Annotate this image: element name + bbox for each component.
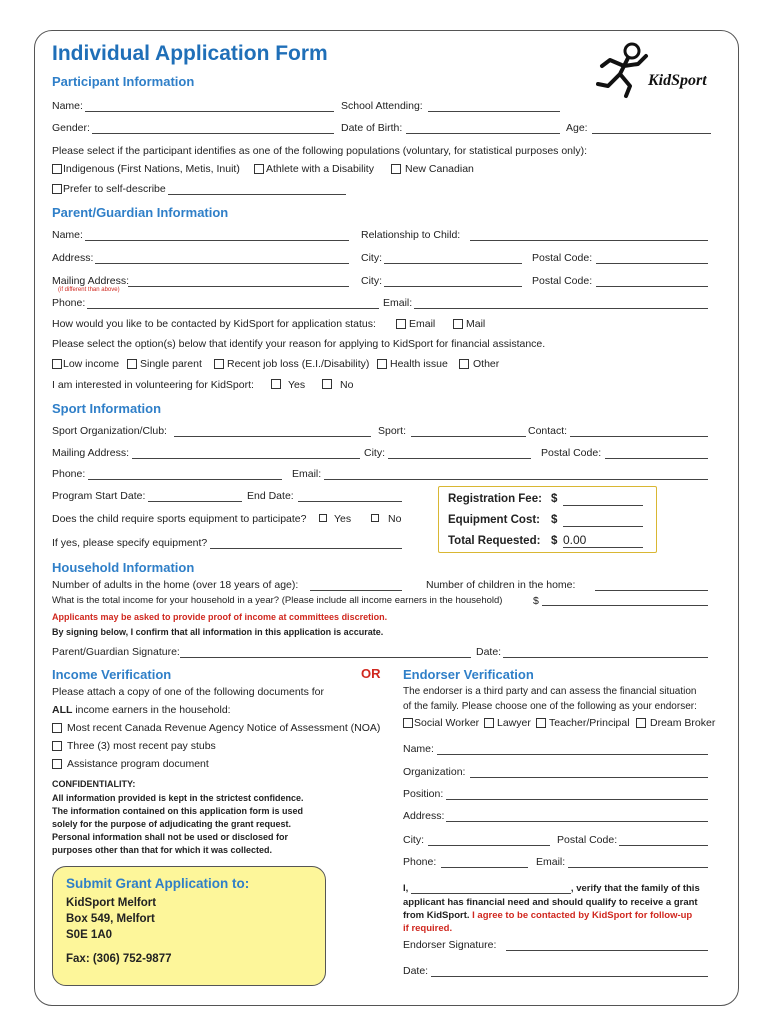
kidsport-logo [580,42,720,102]
end-date-label: End Date: [247,490,294,502]
sport-heading: Sport Information [52,401,162,416]
dream-broker-checkbox[interactable] [636,718,646,728]
confirm-note: By signing below, I confirm that all information in this application is accurate. [52,627,384,637]
verify-line-1 [403,883,700,894]
guardian-signature-label: Parent/Guardian Signature: [52,646,180,658]
end-date-field[interactable] [298,501,402,502]
start-date-label: Program Start Date: [52,490,146,502]
submit-org: KidSport Melfort [66,897,157,909]
submit-heading: Submit Grant Application to: [66,876,250,891]
household-heading: Household Information [52,560,195,575]
endorser-signature-label: Endorser Signature: [403,939,497,951]
sport-phone-label: Phone: [52,468,86,480]
pay-stubs-label: Three (3) most recent pay stubs [67,740,216,752]
endorser-position-label: Position: [403,788,444,800]
start-date-field[interactable] [148,501,242,502]
school-label: School Attending: [341,100,423,112]
endorser-city-label: City: [403,834,424,846]
sport-phone-field[interactable] [88,479,282,480]
endorser-desc-1: The endorser is a third party and can assess the financial situation [403,686,697,697]
guardian-sign-date-field[interactable] [503,657,708,658]
endorser-phone-label: Phone: [403,856,437,868]
equipment-no-label: No [388,513,402,525]
confidentiality-line-4: Personal information shall not be used or disclosed for [52,832,289,842]
endorser-date-field[interactable] [431,976,708,977]
sport-contact-field[interactable] [570,436,708,437]
endorser-email-label: Email: [536,856,566,868]
endorser-address-field[interactable] [446,821,708,822]
sport-postal-field[interactable] [605,458,708,459]
sport-email-field[interactable] [324,479,708,480]
volunteer-prompt: I am interested in volunteering for KidSport: [52,379,254,391]
volunteer-no-label: No [340,379,354,391]
endorser-postal-label: Postal Code: [557,834,618,846]
reg-fee-dollar: $ [551,493,558,505]
athlete-disability-checkbox[interactable] [254,164,264,174]
relationship-label: Relationship to Child: [361,229,461,241]
reg-fee-field[interactable] [563,505,643,506]
guardian-name-label: Name: [52,229,83,241]
contact-prompt: How would you like to be contacted by KidSport for application status: [52,318,376,330]
equip-cost-label: Equipment Cost: [448,514,540,526]
guardian-postal2-label: Postal Code: [532,275,593,287]
contact-email-label: Email [409,318,436,330]
submit-fax: Fax: (306) 752-9877 [66,953,172,965]
adults-label: Number of adults in the home (over 18 years of age): [52,579,299,591]
guardian-address-label: Address: [52,252,94,264]
guardian-address-field[interactable] [95,263,349,264]
social-worker-label: Social Worker [414,717,480,729]
guardian-signature-field[interactable] [180,657,471,658]
total-requested-label: Total Requested: [448,535,541,547]
guardian-phone-label: Phone: [52,297,86,309]
income-instruction-2-text: income earners in the household: [72,704,231,716]
new-canadian-checkbox[interactable] [391,164,401,174]
or-separator: OR [361,666,381,681]
guardian-name-field[interactable] [85,240,349,241]
guardian-mailing-label: Mailing Address: [52,275,130,287]
endorser-date-label: Date: [403,965,429,977]
relationship-field[interactable] [470,240,708,241]
confidentiality-line-1: All information provided is kept in the strictest confidence. [52,793,304,803]
participant-heading: Participant Information [52,74,195,89]
guardian-email-label: Email: [383,297,413,309]
contact-mail-label: Mail [466,318,486,330]
noa-checkbox[interactable] [52,723,62,733]
teacher-label: Teacher/Principal [549,717,630,729]
income-instruction-2 [52,704,231,716]
dob-label: Date of Birth: [341,122,403,134]
equip-cost-field[interactable] [563,526,643,527]
income-prompt: What is the total income for your household in a year? (Please include all income earners in the household) [52,595,503,606]
participant-name-field[interactable] [85,111,334,112]
proof-note: Applicants may be asked to provide proof of income at committees discretion. [52,612,388,622]
self-describe-field[interactable] [168,194,346,195]
endorser-name-field[interactable] [437,754,708,755]
contact-email-checkbox[interactable] [396,319,406,329]
guardian-sign-date-label: Date: [476,646,502,658]
sport-contact-label: Contact: [528,425,568,437]
guardian-postal-label: Postal Code: [532,252,593,264]
health-issue-label: Health issue [390,358,448,370]
endorser-address-label: Address: [403,810,445,822]
sport-mailing-label: Mailing Address: [52,447,130,459]
guardian-city-label: City: [361,252,382,264]
guardian-heading: Parent/Guardian Information [52,205,229,220]
volunteer-no-checkbox[interactable] [322,379,332,389]
athlete-disability-label: Athlete with a Disability [266,163,374,175]
sport-label: Sport: [378,425,407,437]
other-reason-label: Other [473,358,500,370]
single-parent-label: Single parent [140,358,202,370]
total-requested-value[interactable]: 0.00 [563,533,587,547]
job-loss-label: Recent job loss (E.I./Disability) [227,358,370,370]
school-field[interactable] [428,111,560,112]
logo-text: KidSport [648,72,707,89]
endorser-org-label: Organization: [403,766,466,778]
confidentiality-line-5: purposes other than that for which it was collected. [52,845,273,855]
endorser-name-label: Name: [403,743,434,755]
indigenous-checkbox[interactable] [52,164,62,174]
sport-mailing-field[interactable] [132,458,360,459]
equipment-yes-checkbox[interactable] [319,514,327,522]
guardian-city2-field[interactable] [384,286,522,287]
self-describe-checkbox[interactable] [52,184,62,194]
endorser-postal-field[interactable] [619,845,708,846]
guardian-phone-field[interactable] [87,308,379,309]
participant-name-label: Name: [52,100,83,112]
endorser-email-field[interactable] [568,867,708,868]
other-reason-checkbox[interactable] [459,359,469,369]
verify-line-3 [403,910,692,921]
equip-cost-dollar: $ [551,514,558,526]
income-instruction-1: Please attach a copy of one of the following documents for [52,686,325,698]
low-income-checkbox[interactable] [52,359,62,369]
income-dollar: $ [533,595,539,607]
income-verification-heading: Income Verification [52,667,172,682]
guardian-city-field[interactable] [384,263,522,264]
household-income-field[interactable] [542,605,708,606]
pay-stubs-checkbox[interactable] [52,741,62,751]
endorser-city-field[interactable] [428,845,550,846]
indigenous-label: Indigenous (First Nations, Metis, Inuit) [63,163,240,175]
sport-org-field[interactable] [174,436,371,437]
adults-field[interactable] [310,590,402,591]
verify-line-3a: from KidSport. [403,910,473,921]
dob-field[interactable] [406,133,560,134]
assistance-label: Assistance program document [67,758,209,770]
total-requested-field [563,547,643,548]
noa-label: Most recent Canada Revenue Agency Notice of Assessment (NOA) [67,722,381,734]
confidentiality-line-2: The information contained on this application form is used [52,806,304,816]
sport-field[interactable] [411,436,526,437]
confidentiality-title: CONFIDENTIALITY: [52,779,136,789]
sport-org-label: Sport Organization/Club: [52,425,167,437]
low-income-label: Low income [63,358,120,370]
job-loss-checkbox[interactable] [214,359,224,369]
verify-line-4: if required. [403,923,453,934]
reason-prompt: Please select the option(s) below that identify your reason for applying to KidSport for financial assistance. [52,338,546,350]
guardian-email-field[interactable] [414,308,708,309]
guardian-mailing-field[interactable] [128,286,349,287]
guardian-postal-field[interactable] [596,263,708,264]
guardian-postal2-field[interactable] [596,286,708,287]
sport-postal-label: Postal Code: [541,447,602,459]
form-title: Individual Application Form [52,42,328,65]
lawyer-label: Lawyer [497,717,531,729]
sport-city-field[interactable] [388,458,531,459]
verify-line-2: applicant has financial need and should qualify to receive a grant [403,897,698,908]
age-field[interactable] [592,133,711,134]
endorser-heading: Endorser Verification [403,667,534,682]
all-emphasis: ALL [52,704,73,716]
children-field[interactable] [595,590,708,591]
submit-box-address: Box 549, Melfort [66,913,155,925]
health-issue-checkbox[interactable] [377,359,387,369]
verify-rest: , verify that the family of this [570,883,700,894]
dream-broker-label: Dream Broker [650,717,716,729]
age-label: Age: [566,122,588,134]
endorser-position-field[interactable] [446,799,708,800]
endorser-desc-2: of the family. Please choose one of the following as your endorser: [403,701,697,712]
equipment-specify-field[interactable] [210,548,402,549]
reg-fee-label: Registration Fee: [448,493,542,505]
verify-name-field[interactable] [411,883,571,894]
gender-label: Gender: [52,122,90,134]
total-requested-dollar: $ [551,535,558,547]
volunteer-yes-label: Yes [288,379,306,391]
populations-prompt: Please select if the participant identifies as one of the following populations (voluntary, for statistical purposes only): [52,145,588,157]
self-describe-label: Prefer to self-describe [63,183,166,195]
social-worker-checkbox[interactable] [403,718,413,728]
endorser-org-field[interactable] [470,777,708,778]
submit-postal: S0E 1A0 [66,929,113,941]
confidentiality-line-3: solely for the purpose of adjudicating the grant request. [52,819,292,829]
children-label: Number of children in the home: [426,579,576,591]
guardian-city2-label: City: [361,275,382,287]
teacher-checkbox[interactable] [536,718,546,728]
assistance-checkbox[interactable] [52,759,62,769]
equipment-yes-label: Yes [334,513,352,525]
lawyer-checkbox[interactable] [484,718,494,728]
single-parent-checkbox[interactable] [127,359,137,369]
equipment-specify-label: If yes, please specify equipment? [52,537,208,549]
verify-line-3b: I agree to be contacted by KidSport for follow-up [472,910,693,921]
verify-i: I, [403,883,411,894]
new-canadian-label: New Canadian [405,163,474,175]
equipment-prompt: Does the child require sports equipment to participate? [52,513,307,525]
endorser-signature-field[interactable] [506,950,708,951]
sport-city-label: City: [364,447,385,459]
volunteer-yes-checkbox[interactable] [271,379,281,389]
endorser-phone-field[interactable] [441,867,528,868]
gender-field[interactable] [92,133,334,134]
sport-email-label: Email: [292,468,322,480]
equipment-no-checkbox[interactable] [371,514,379,522]
mailing-note: (if different than above) [58,287,120,293]
contact-mail-checkbox[interactable] [453,319,463,329]
